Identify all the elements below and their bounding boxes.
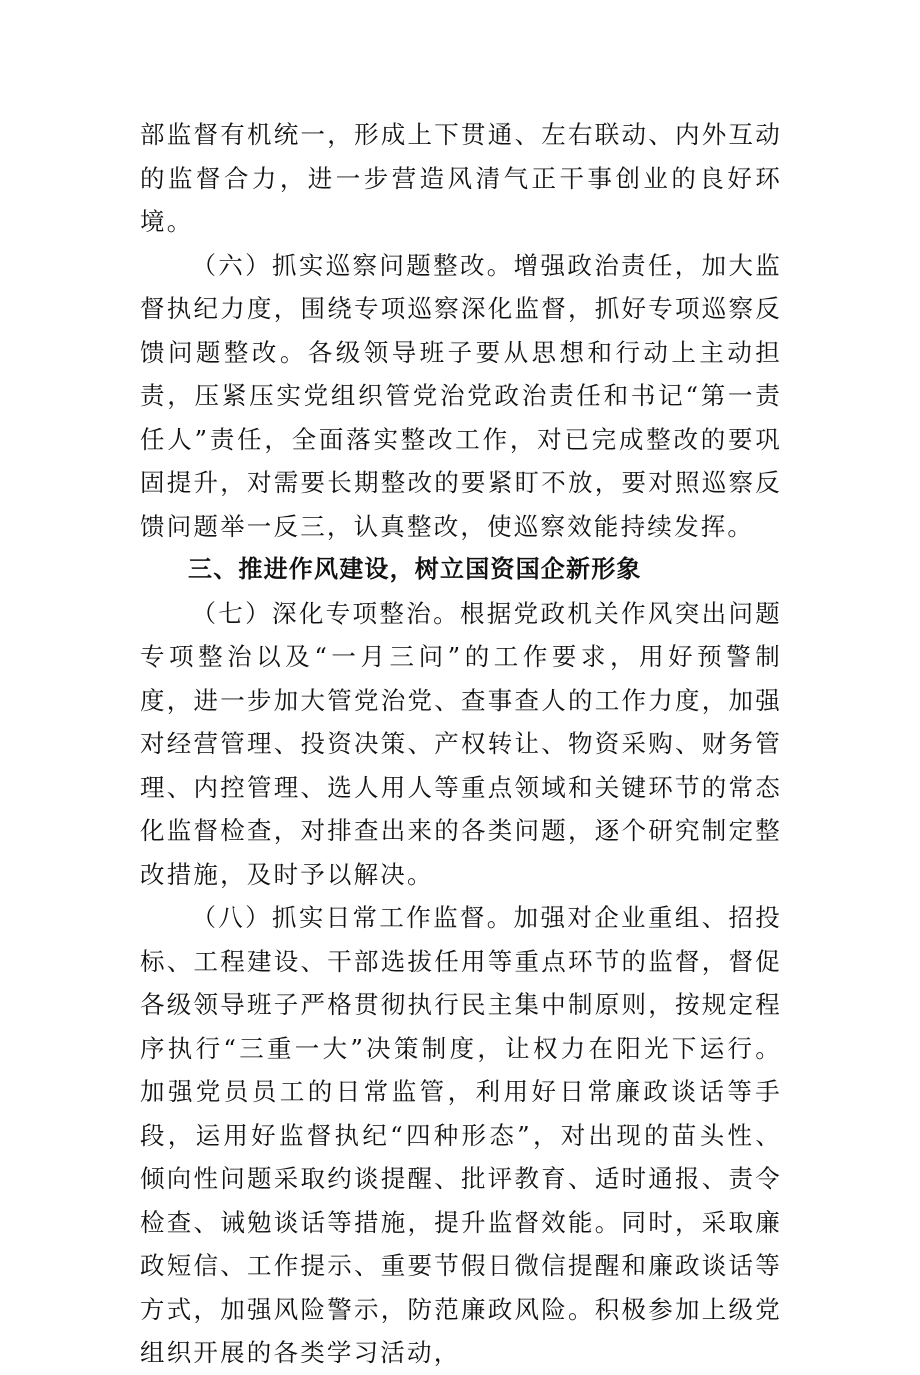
paragraph-seven-special-rectification: （七）深化专项整治。根据党政机关作风突出问题专项整治以及“一月三问”的工作要求，用好预警制度，进一步加大管党治党、查事查人的工作力度，加强对经营管理、投资决策、产权转让、物资采购、财务管理、内控管理、选人用人等重点领域和关键环节的常态化监督检查，对排查出来的各类问题，逐个研究制定整改措施，及时予以解决。 xyxy=(140,598,782,889)
paragraph-continuation: 部监督有机统一，形成上下贯通、左右联动、内外互动的监督合力，进一步营造风清气正干事创业的良好环境。 xyxy=(140,120,782,236)
paragraph-eight-daily-supervision: （八）抓实日常工作监督。加强对企业重组、招投标、工程建设、干部选拔任用等重点环节的监督，督促各级领导班子严格贯彻执行民主集中制原则，按规定程序执行“三重一大”决策制度，让权力在阳光下运行。加强党员员工的日常监管，利用好日常廉政谈话等手段，运用好监督执纪“四种形态”，对出现的苗头性、倾向性问题采取约谈提醒、批评教育、适时通报、责令检查、诫勉谈话等措施，提升监督效能。同时，采取廉政短信、工作提示、重要节假日微信提醒和廉政谈话等方式，加强风险警示，防范廉政风险。积极参加上级党组织开展的各类学习活动， xyxy=(140,903,782,1367)
section-heading-three: 三、推进作风建设，树立国资国企新形象 xyxy=(188,555,642,583)
paragraph-six-inspection-rectification: （六）抓实巡察问题整改。增强政治责任，加大监督执纪力度，围绕专项巡察深化监督，抓好专项巡察反馈问题整改。各级领导班子要从思想和行动上主动担责，压紧压实党组织管党治党政治责任和书记“第一责任人”责任，全面落实整改工作，对已完成整改的要巩固提升，对需要长期整改的要紧盯不放，要对照巡察反馈问题举一反三，认真整改，使巡察效能持续发挥。 xyxy=(140,250,782,541)
document-body xyxy=(140,113,782,1375)
